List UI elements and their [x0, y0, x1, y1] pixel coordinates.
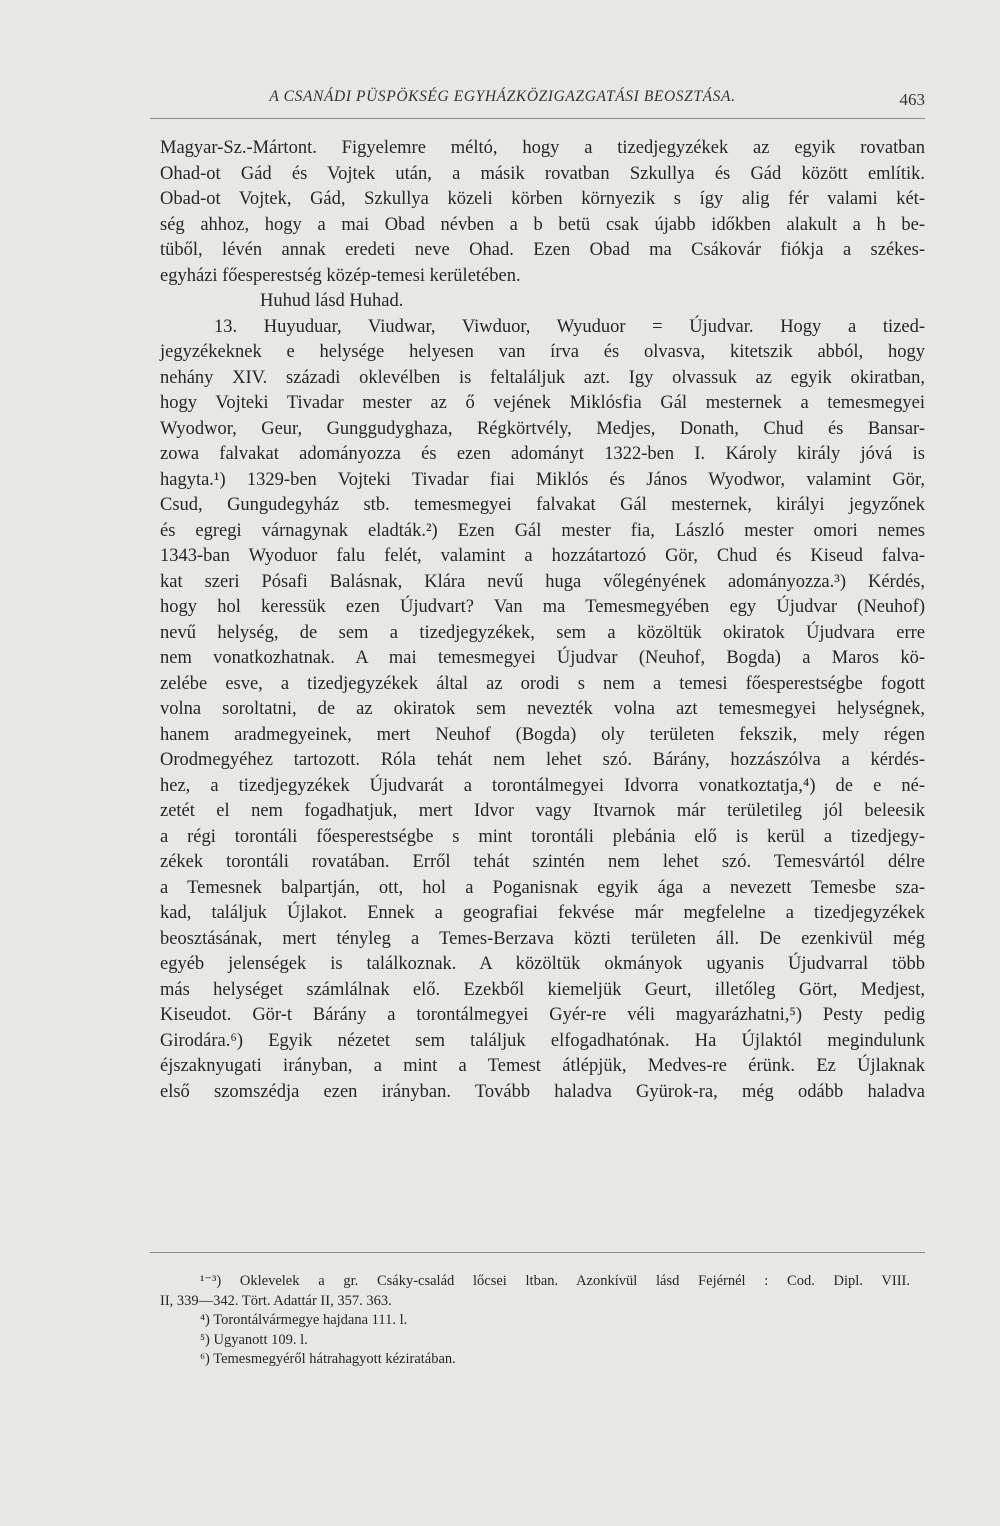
text-line: jegyzékeknek e helysége helyesen van írva és olvasva, kitetszik abból, hogy — [160, 342, 925, 362]
running-title: A CSANÁDI PÜSPÖKSÉG EGYHÁZKÖZIGAZGATÁSI BEOSZTÁSA. — [269, 88, 736, 105]
text-line: nevű helység, de sem a tizedjegyzékek, sem a közöltük okiratok Újudvara erre — [160, 622, 925, 643]
text-line: beosztásának, mert tényleg a Temes-Berzava közti területen áll. De ezenkivül még — [160, 928, 925, 949]
text-line: a régi torontáli főesperestségbe s mint torontáli plebánia elő is kerül a tizedjegy- — [160, 826, 925, 847]
text-line: ség ahhoz, hogy a mai Obad névben a b betü csak újabb időkben alakult a h be- — [160, 214, 925, 235]
text-line: és egregi várnagynak eladták.²) Ezen Gál mester fia, László mester omori nemes — [160, 520, 925, 541]
text-line: hez, a tizedjegyzékek Újudvarát a torontálmegyei Idvorra vonatkoztatja,⁴) de e né- — [160, 775, 925, 796]
text-line: hagyta.¹) 1329-ben Vojteki Tivadar fiai Miklós és János Wyodwor, valamint Gör, — [160, 469, 925, 490]
text-line: Orodmegyéhez tartozott. Róla tehát nem lehet szó. Bárány, hozzászólva a kérdés- — [160, 750, 925, 770]
text-line: a Temesnek balpartján, ott, hol a Poganisnak egyik ága a nevezett Temesbe sza- — [160, 877, 925, 898]
text-line: kat szeri Pósafi Balásnak, Klára nevű huga vőlegényének adományozza.³) Kérdés, — [160, 571, 925, 592]
text-line: Ohad-ot Gád és Vojtek után, a másik rovatban Szkullya és Gád között említik. — [160, 163, 925, 184]
text-line: Wyodwor, Geur, Gunggudyghaza, Régkörtvély, Medjes, Donath, Chud és Bansar- — [160, 418, 925, 439]
text-line: Obad-ot Vojtek, Gád, Szkullya közeli körben környezik s így alig fér valami két- — [160, 189, 925, 209]
text-line: 13. Huyuduar, Viudwar, Viwduor, Wyuduor = Újudvar. Hogy a tized- — [214, 316, 925, 337]
text-line: volna soroltatni, de az okiratok sem nevezték volna azt temesmegyei helységnek, — [160, 699, 925, 719]
text-line: hanem aradmegyeinek, mert Neuhof (Bogda) oly területen fekszik, mely régen — [160, 724, 925, 745]
text-line: Magyar-Sz.-Mártont. Figyelemre méltó, hogy a tizedjegyzékek az egyik rovatban — [160, 138, 925, 158]
text-line: kad, találjuk Újlakot. Ennek a geografiai fekvése már megfelelne a tizedjegyzékek — [160, 903, 925, 923]
text-line: zowa falvakat adományozza és ezen adományt 1322-ben I. Károly király jóvá is — [160, 444, 925, 464]
text-line: nem vonatkozhatnak. A mai temesmegyei Újudvar (Neuhof, Bogda) a Maros kö- — [160, 648, 925, 668]
text-line: egyházi főesperestség közép-temesi kerületében. — [160, 265, 521, 286]
footnotes — [160, 1272, 910, 1370]
text-line: más helységet számlálnak elő. Ezekből kiemeljük Geurt, illetőleg Gört, Medjest, — [160, 979, 925, 1000]
page-header — [150, 84, 925, 119]
text-line: zékek torontáli rovatában. Erről tehát szintén nem lehet szó. Temesvártól délre — [160, 852, 925, 872]
page-number: 463 — [899, 90, 925, 109]
footnote: ⁶) Temesmegyéről hátrahagyott kéziratában. — [200, 1351, 456, 1367]
text-line: nehány XIV. századi oklevélben is feltaláljuk azt. Igy olvassuk az egyik okiratban, — [160, 367, 925, 388]
text-line: 1343-ban Wyoduor falu felét, valamint a hozzátartozó Gör, Chud és Kiseud falva- — [160, 546, 925, 566]
footnote: ¹⁻³) Oklevelek a gr. Csáky-család lőcsei ltban. Azonkívül lásd Fejérnél : Cod. Dipl. VIII. — [200, 1273, 910, 1289]
text-line: éjszaknyugati irányban, a mint a Temest átlépjük, Medves-re érünk. Ez Újlaknak — [160, 1056, 925, 1076]
text-line: Girodára.⁶) Egyik nézetet sem találjuk elfogadhatónak. Ha Újlaktól megindulunk — [160, 1030, 925, 1051]
text-line: zelébe esve, a tizedjegyzékek által az orodi s nem a temesi főesperestségbe fogott — [160, 673, 925, 694]
text-line: tüből, lévén annak eredeti neve Ohad. Ezen Obad ma Csákovár fiókja a székes- — [160, 240, 925, 260]
text-line: zetét el nem fogadhatjuk, mert Idvor vagy Itvarnok már területileg jól beleesik — [160, 801, 925, 821]
text-line: Csud, Gungudegyház stb. temesmegyei falvakat Gál mesternek, királyi jegyzőnek — [160, 495, 925, 515]
text-line: egyéb jelenségek is találkoznak. A közöltük okmányok ugyanis Újudvarral több — [160, 954, 925, 974]
body-text — [160, 136, 925, 1105]
footnote: ⁵) Ugyanott 109. l. — [200, 1331, 308, 1348]
text-line: Huhud lásd Huhad. — [260, 291, 404, 311]
text-line: Kiseudot. Gör-t Bárány a torontálmegyei Gyér-re véli magyarázhatni,⁵) Pesty pedig — [160, 1005, 925, 1025]
footnote-divider — [150, 1252, 925, 1253]
text-line: első szomszédja ezen irányban. Tovább haladva Gyürok-ra, még odább haladva — [160, 1081, 925, 1102]
text-line: hogy Vojteki Tivadar mester az ő vejének Miklósfia Gál mesternek a temesmegyei — [160, 393, 925, 413]
footnote: II, 339—342. Tört. Adattár II, 357. 363. — [160, 1292, 392, 1309]
text-line: hogy hol keressük ezen Újudvart? Van ma Temesmegyében egy Újudvar (Neuhof) — [160, 597, 925, 617]
footnote: ⁴) Torontálvármegye hajdana 111. l. — [200, 1312, 408, 1328]
